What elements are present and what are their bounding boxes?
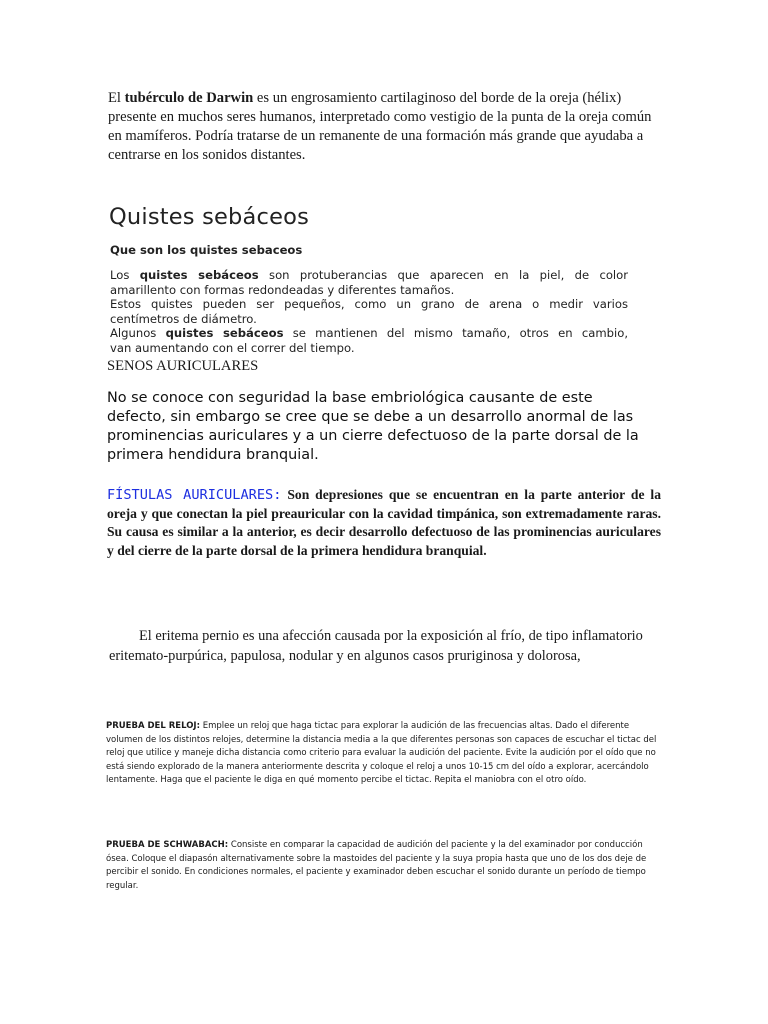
prueba-schwabach-paragraph [106,839,662,893]
quistes-line-5-bold: quistes sebáceos [165,326,284,340]
senos-paragraph: No se conoce con seguridad la base embriológica causante de este defecto, sin embargo se cree que se debe a un desarrollo anormal de las prominencias auriculares y a un cierre defectuoso de la parte dorsal de la primera hendidura branquial. [107,390,639,463]
quistes-title: Quistes sebáceos [109,204,310,230]
fistulas-text: Son depresiones que se encuentran en la parte anterior de la oreja y que conectan la piel preauricular con la cavidad timpánica, son extremadamente raras. Su causa es similar a la anterior, es decir desarrollo defectuoso de las prominencias auriculares y del cierre de la parte dorsal de la primera hendidura branquial. [107,487,661,559]
fistulas-heading: FÍSTULAS AURICULARES: [107,487,282,503]
prueba-reloj-label: PRUEBA DEL RELOJ: [106,721,200,731]
prueba-schwabach-text: Consiste en comparar la capacidad de audición del paciente y la del examinador por conducción ósea. Coloque el diapasón alternativamente sobre la mastoides del paciente y la suya propia hasta que uno de los dos deje de percibir el sonido. En condiciones normales, el paciente y examinador deben escuchar el sonido durante un período de tiempo regular. [106,840,647,891]
quistes-line-5 [110,326,628,341]
prueba-reloj-text: Emplee un reloj que haga tictac para explorar la audición de las frecuencias altas. Dado el diferente volumen de los distintos relojes, determine la distancia media a la que diferentes personas son capaces de escuchar el tictac del reloj que utilice y maneje dicha distancia como criterio para evaluar la audición del paciente. Evite la audición por el oído que no está siendo explorado de la manera anteriormente descrita y coloque el reloj a unos 10-15 cm del oído a explorar, acercándolo lentamente. Haga que el paciente le diga en qué momento percibe el tictac. Repita el maniobra con el otro oído. [106,721,657,786]
quistes-line-1-rest: son protuberancias que aparecen en la piel, de color [258,268,629,282]
quistes-line-2: amarillento con formas redondeadas y diferentes tamaños. [110,282,455,297]
quistes-line-6: van aumentando con el correr del tiempo. [110,340,355,355]
quistes-image [106,198,628,353]
senos-heading: SENOS AURICULARES [107,358,259,374]
fistulas-paragraph [107,486,661,561]
quistes-line-4: centímetros de diámetro. [110,311,257,326]
quistes-line-5-pre: Algunos [110,326,166,340]
darwin-term: tubérculo de Darwin [124,90,254,106]
quistes-line-3: Estos quistes pueden ser pequeños, como un grano de arena o medir varios [110,297,628,311]
quistes-line-1-bold: quistes sebáceos [139,268,259,282]
quistes-line-1-pre: Los [110,268,140,282]
darwin-pre: El [108,90,125,106]
prueba-reloj-paragraph [106,720,662,788]
eritema-text: El eritema pernio es una afección causada por la exposición al frío, de tipo inflamatorio eritemato-purpúrica, papulosa, nodular y en algunos casos pruriginosa y dolorosa, [109,628,643,664]
quistes-body [110,268,628,355]
prueba-schwabach-label: PRUEBA DE SCHWABACH: [106,840,229,850]
eritema-paragraph [109,626,669,666]
quistes-line-5-rest: se mantienen del mismo tamaño, otros en cambio, [283,326,629,340]
quistes-subtitle: Que son los quistes sebaceos [110,243,303,257]
quistes-line-1 [110,268,628,283]
darwin-text: es un engrosamiento cartilaginoso del borde de la oreja (hélix) presente en muchos seres humanos, interpretado como vestigio de la punta de la oreja común en mamíferos. Podría tratarse de un remanente de una formación más grande que ayudaba a centrarse en los sonidos distantes. [108,90,652,163]
darwin-paragraph [108,89,668,165]
